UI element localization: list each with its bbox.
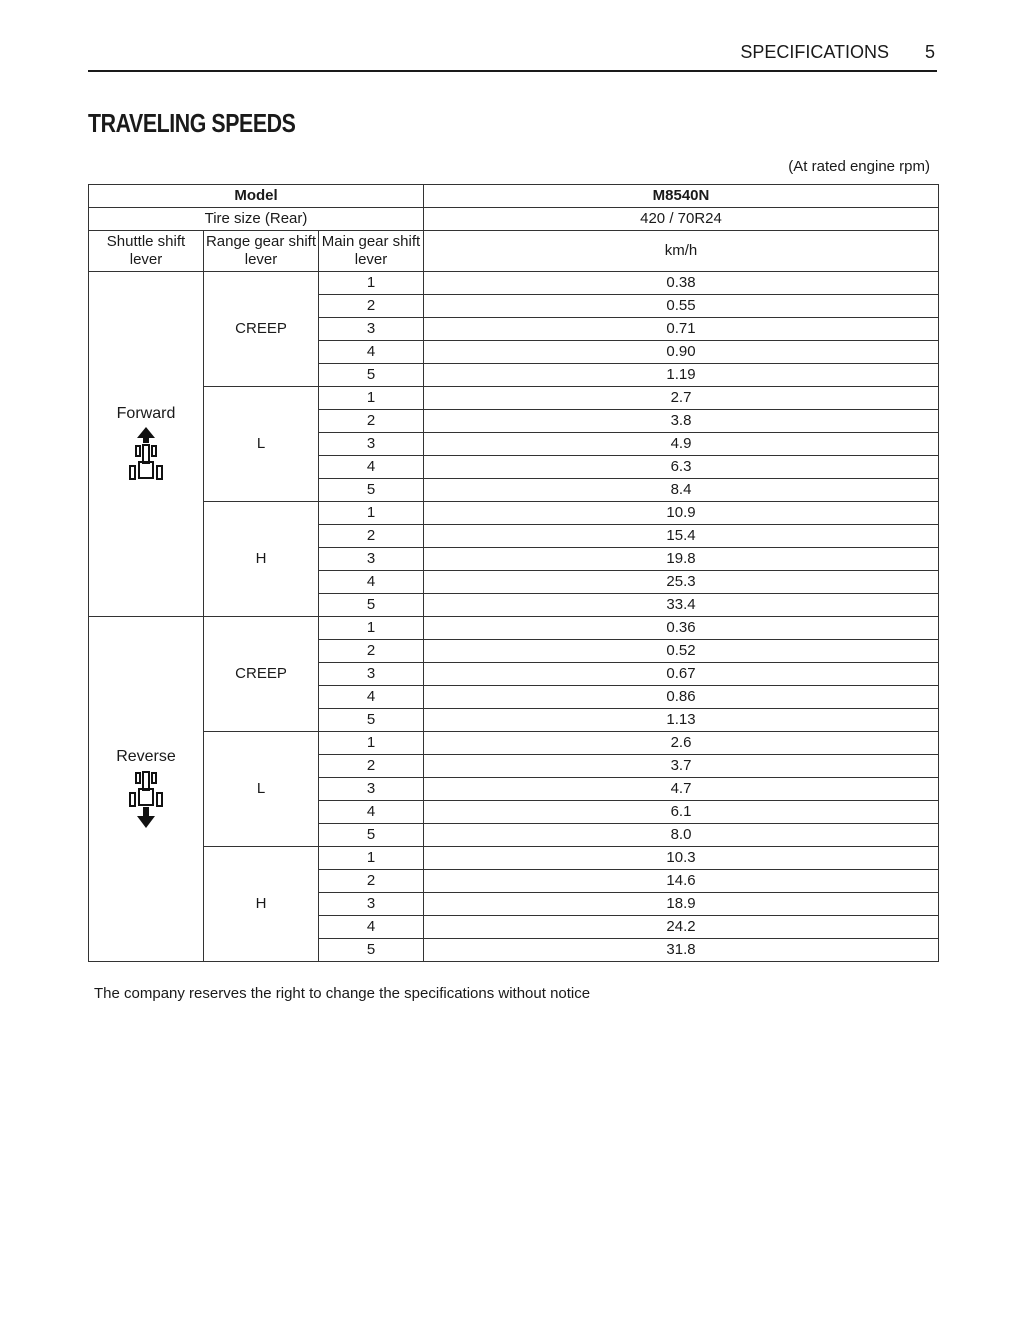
- main-gear-cell: 3: [319, 893, 424, 916]
- speed-cell: 6.3: [424, 456, 939, 479]
- main-gear-cell: 2: [319, 295, 424, 318]
- main-gear-cell: 4: [319, 686, 424, 709]
- main-gear-cell: 4: [319, 801, 424, 824]
- speed-cell: 1.19: [424, 364, 939, 387]
- table-row: [89, 617, 939, 640]
- main-gear-cell: 4: [319, 456, 424, 479]
- page-title: TRAVELING SPEEDS: [88, 108, 296, 138]
- shuttle-cell-forward: [89, 272, 204, 617]
- main-gear-cell: 3: [319, 318, 424, 341]
- traveling-speeds-table: [88, 184, 939, 962]
- shuttle-cell-reverse: [89, 617, 204, 962]
- range-gear-cell: L: [204, 732, 319, 847]
- main-gear-cell: 2: [319, 410, 424, 433]
- speed-cell: 19.8: [424, 548, 939, 571]
- main-gear-cell: 5: [319, 824, 424, 847]
- main-gear-cell: 5: [319, 594, 424, 617]
- shuttle-label: Reverse: [116, 748, 176, 765]
- range-gear-cell: H: [204, 847, 319, 962]
- speed-cell: 10.3: [424, 847, 939, 870]
- speed-cell: 14.6: [424, 870, 939, 893]
- speed-cell: 3.8: [424, 410, 939, 433]
- main-gear-cell: 2: [319, 870, 424, 893]
- speed-cell: 0.71: [424, 318, 939, 341]
- speed-cell: 8.0: [424, 824, 939, 847]
- section-title: SPECIFICATIONS: [740, 42, 889, 62]
- main-gear-cell: 4: [319, 341, 424, 364]
- main-gear-cell: 4: [319, 571, 424, 594]
- speed-cell: 10.9: [424, 502, 939, 525]
- page-number: 5: [924, 42, 935, 62]
- main-gear-cell: 1: [319, 847, 424, 870]
- speed-cell: 0.90: [424, 341, 939, 364]
- speed-cell: 2.6: [424, 732, 939, 755]
- speed-cell: 8.4: [424, 479, 939, 502]
- speed-cell: 0.55: [424, 295, 939, 318]
- rpm-note: (At rated engine rpm): [788, 158, 930, 175]
- speed-cell: 0.52: [424, 640, 939, 663]
- main-gear-cell: 3: [319, 663, 424, 686]
- main-gear-cell: 1: [319, 617, 424, 640]
- main-gear-cell: 2: [319, 525, 424, 548]
- main-gear-cell: 1: [319, 387, 424, 410]
- col-range-header: Range gear shift lever: [204, 231, 319, 272]
- main-gear-cell: 1: [319, 502, 424, 525]
- tire-label: Tire size (Rear): [89, 208, 424, 231]
- main-gear-cell: 3: [319, 433, 424, 456]
- main-gear-cell: 3: [319, 548, 424, 571]
- speed-cell: 6.1: [424, 801, 939, 824]
- main-gear-cell: 3: [319, 778, 424, 801]
- speed-cell: 4.7: [424, 778, 939, 801]
- table-row: [89, 732, 939, 755]
- tractor-forward-icon: [126, 427, 166, 483]
- page-header: [88, 40, 937, 72]
- main-gear-cell: 5: [319, 709, 424, 732]
- speed-cell: 0.67: [424, 663, 939, 686]
- speed-cell: 0.86: [424, 686, 939, 709]
- main-gear-cell: 2: [319, 755, 424, 778]
- speed-cell: 3.7: [424, 755, 939, 778]
- range-gear-cell: CREEP: [204, 617, 319, 732]
- main-gear-cell: 5: [319, 479, 424, 502]
- speed-cell: 0.36: [424, 617, 939, 640]
- speed-cell: 24.2: [424, 916, 939, 939]
- speed-cell: 2.7: [424, 387, 939, 410]
- main-gear-cell: 1: [319, 272, 424, 295]
- table-row: [89, 387, 939, 410]
- speed-cell: 18.9: [424, 893, 939, 916]
- table-row: [89, 847, 939, 870]
- speed-cell: 31.8: [424, 939, 939, 962]
- main-gear-cell: 1: [319, 732, 424, 755]
- tire-value: 420 / 70R24: [424, 208, 939, 231]
- speed-cell: 33.4: [424, 594, 939, 617]
- model-value: M8540N: [424, 185, 939, 208]
- table-row: [89, 502, 939, 525]
- range-gear-cell: L: [204, 387, 319, 502]
- main-gear-cell: 4: [319, 916, 424, 939]
- speed-cell: 25.3: [424, 571, 939, 594]
- range-gear-cell: CREEP: [204, 272, 319, 387]
- main-gear-cell: 2: [319, 640, 424, 663]
- model-label: Model: [89, 185, 424, 208]
- speed-cell: 0.38: [424, 272, 939, 295]
- speed-cell: 1.13: [424, 709, 939, 732]
- main-gear-cell: 5: [319, 364, 424, 387]
- speed-cell: 4.9: [424, 433, 939, 456]
- tractor-reverse-icon: [126, 770, 166, 830]
- col-main-header: Main gear shift lever: [319, 231, 424, 272]
- col-shuttle-header: Shuttle shift lever: [89, 231, 204, 272]
- col-unit-header: km/h: [424, 231, 939, 272]
- speed-cell: 15.4: [424, 525, 939, 548]
- range-gear-cell: H: [204, 502, 319, 617]
- main-gear-cell: 5: [319, 939, 424, 962]
- shuttle-label: Forward: [116, 405, 176, 422]
- table-row: [89, 272, 939, 295]
- disclaimer: The company reserves the right to change the specifications without notice: [94, 985, 591, 1002]
